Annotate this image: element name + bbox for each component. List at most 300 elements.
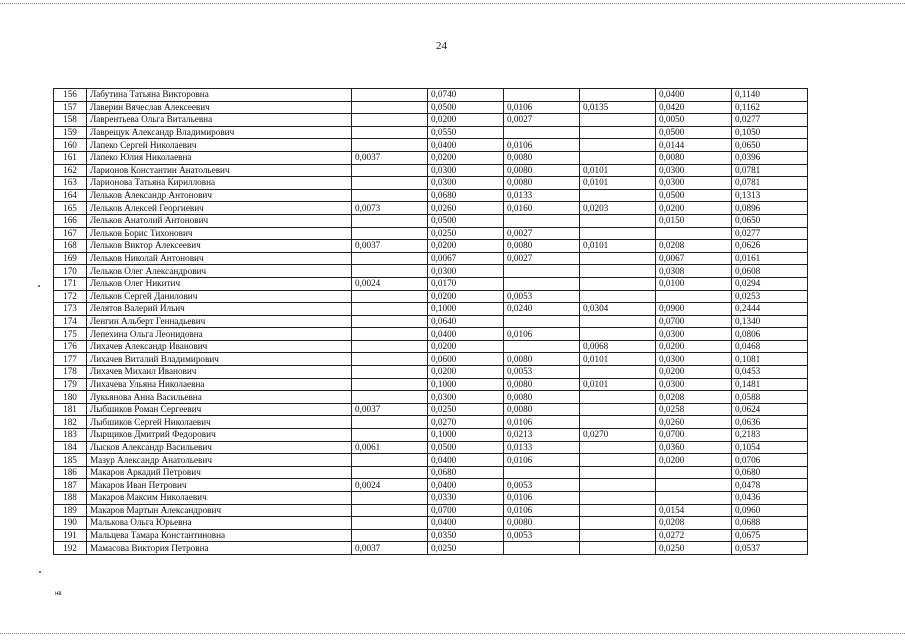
holder-name-cell: Макаров Максим Николаевич — [87, 492, 352, 505]
value-cell-3: 0,0080 — [504, 240, 580, 253]
value-cell-3: 0,0080 — [504, 378, 580, 391]
value-cell-5: 0,0900 — [656, 303, 732, 316]
row-number-cell: 171 — [54, 277, 87, 290]
value-cell-3: 0,0106 — [504, 504, 580, 517]
value-cell-4 — [580, 328, 656, 341]
row-number-cell: 159 — [54, 126, 87, 139]
holder-name-cell: Лельков Алексей Георгиевич — [87, 202, 352, 215]
value-cell-4: 0,0101 — [580, 378, 656, 391]
value-cell-5: 0,0308 — [656, 265, 732, 278]
row-number-cell: 169 — [54, 252, 87, 265]
value-cell-1 — [352, 139, 428, 152]
value-cell-2: 0,1000 — [428, 378, 504, 391]
value-cell-3 — [504, 466, 580, 479]
table-row — [54, 101, 808, 114]
total-cell: 0,0781 — [732, 164, 808, 177]
value-cell-3: 0,0080 — [504, 517, 580, 530]
value-cell-3: 0,0080 — [504, 391, 580, 404]
table-row — [54, 504, 808, 517]
value-cell-3: 0,0053 — [504, 529, 580, 542]
value-cell-1 — [352, 429, 428, 442]
value-cell-1: 0,0061 — [352, 441, 428, 454]
value-cell-5: 0,0200 — [656, 202, 732, 215]
value-cell-2: 0,0740 — [428, 89, 504, 102]
total-cell: 0,0688 — [732, 517, 808, 530]
table-row — [54, 252, 808, 265]
holder-name-cell: Лельков Борис Тихонович — [87, 227, 352, 240]
value-cell-1 — [352, 529, 428, 542]
value-cell-1 — [352, 517, 428, 530]
value-cell-3 — [504, 277, 580, 290]
value-cell-4 — [580, 391, 656, 404]
table-row — [54, 315, 808, 328]
total-cell: 0,0277 — [732, 114, 808, 127]
value-cell-5: 0,0208 — [656, 240, 732, 253]
value-cell-2: 0,0260 — [428, 202, 504, 215]
row-number-cell: 164 — [54, 189, 87, 202]
value-cell-5: 0,0700 — [656, 315, 732, 328]
table-row — [54, 353, 808, 366]
value-cell-5: 0,0258 — [656, 403, 732, 416]
holder-name-cell: Лаврещук Александр Владимирович — [87, 126, 352, 139]
total-cell: 0,1481 — [732, 378, 808, 391]
value-cell-5: 0,0208 — [656, 391, 732, 404]
value-cell-2: 0,0270 — [428, 416, 504, 429]
scan-speck — [38, 285, 40, 287]
value-cell-1 — [352, 466, 428, 479]
value-cell-5: 0,0154 — [656, 504, 732, 517]
value-cell-2: 0,0400 — [428, 454, 504, 467]
holder-name-cell: Мазур Александр Анатольевич — [87, 454, 352, 467]
value-cell-2: 0,0500 — [428, 441, 504, 454]
row-number-cell: 173 — [54, 303, 87, 316]
value-cell-2: 0,0300 — [428, 391, 504, 404]
value-cell-2: 0,0250 — [428, 542, 504, 555]
holder-name-cell: Лихачев Александр Иванович — [87, 340, 352, 353]
value-cell-1: 0,0037 — [352, 151, 428, 164]
value-cell-2: 0,0400 — [428, 479, 504, 492]
value-cell-4: 0,0101 — [580, 353, 656, 366]
value-cell-5 — [656, 479, 732, 492]
row-number-cell: 166 — [54, 214, 87, 227]
table-row — [54, 290, 808, 303]
value-cell-1 — [352, 214, 428, 227]
row-number-cell: 184 — [54, 441, 87, 454]
row-number-cell: 181 — [54, 403, 87, 416]
value-cell-1 — [352, 101, 428, 114]
value-cell-5: 0,0360 — [656, 441, 732, 454]
value-cell-5: 0,0272 — [656, 529, 732, 542]
total-cell: 0,0706 — [732, 454, 808, 467]
value-cell-1 — [352, 454, 428, 467]
value-cell-3: 0,0027 — [504, 227, 580, 240]
value-cell-5: 0,0300 — [656, 177, 732, 190]
holder-name-cell: Лихачева Ульяна Николаевна — [87, 378, 352, 391]
row-number-cell: 170 — [54, 265, 87, 278]
table-row — [54, 466, 808, 479]
value-cell-4: 0,0304 — [580, 303, 656, 316]
value-cell-3: 0,0080 — [504, 403, 580, 416]
holder-name-cell: Лельков Сергей Данилович — [87, 290, 352, 303]
holder-name-cell: Лельков Олег Александрович — [87, 265, 352, 278]
row-number-cell: 188 — [54, 492, 87, 505]
total-cell: 0,0650 — [732, 214, 808, 227]
value-cell-4 — [580, 265, 656, 278]
row-number-cell: 167 — [54, 227, 87, 240]
value-cell-4 — [580, 277, 656, 290]
value-cell-4 — [580, 189, 656, 202]
value-cell-1 — [352, 89, 428, 102]
value-cell-1 — [352, 265, 428, 278]
table-row — [54, 189, 808, 202]
value-cell-3: 0,0080 — [504, 353, 580, 366]
value-cell-3: 0,0106 — [504, 101, 580, 114]
total-cell: 0,1340 — [732, 315, 808, 328]
table-row — [54, 139, 808, 152]
value-cell-2: 0,0640 — [428, 315, 504, 328]
value-cell-5 — [656, 466, 732, 479]
row-number-cell: 178 — [54, 366, 87, 379]
holder-name-cell: Лельков Олег Никитич — [87, 277, 352, 290]
row-number-cell: 185 — [54, 454, 87, 467]
holder-name-cell: Лукьянова Анна Васильевна — [87, 391, 352, 404]
value-cell-5: 0,0300 — [656, 164, 732, 177]
total-cell: 0,0453 — [732, 366, 808, 379]
table-row — [54, 151, 808, 164]
table-row — [54, 429, 808, 442]
value-cell-1 — [352, 353, 428, 366]
holder-name-cell: Ленгин Альберт Геннадьевич — [87, 315, 352, 328]
holder-name-cell: Лыбшиков Роман Сергеевич — [87, 403, 352, 416]
holder-name-cell: Макаров Иван Петрович — [87, 479, 352, 492]
table-row — [54, 378, 808, 391]
table-row — [54, 403, 808, 416]
value-cell-5: 0,0144 — [656, 139, 732, 152]
row-number-cell: 160 — [54, 139, 87, 152]
total-cell: 0,0960 — [732, 504, 808, 517]
table-row — [54, 529, 808, 542]
total-cell: 0,0436 — [732, 492, 808, 505]
value-cell-3 — [504, 126, 580, 139]
value-cell-5: 0,0150 — [656, 214, 732, 227]
value-cell-1 — [352, 378, 428, 391]
value-cell-3: 0,0133 — [504, 189, 580, 202]
table-row — [54, 164, 808, 177]
holder-name-cell: Лыбшиков Сергей Николаевич — [87, 416, 352, 429]
value-cell-5: 0,0250 — [656, 542, 732, 555]
value-cell-4 — [580, 315, 656, 328]
value-cell-5: 0,0420 — [656, 101, 732, 114]
holder-name-cell: Лаверин Вячеслав Алексеевич — [87, 101, 352, 114]
value-cell-2: 0,0200 — [428, 114, 504, 127]
value-cell-3: 0,0027 — [504, 252, 580, 265]
value-cell-2: 0,0680 — [428, 466, 504, 479]
value-cell-1 — [352, 492, 428, 505]
total-cell: 0,1081 — [732, 353, 808, 366]
row-number-cell: 163 — [54, 177, 87, 190]
value-cell-4: 0,0270 — [580, 429, 656, 442]
total-cell: 0,0253 — [732, 290, 808, 303]
value-cell-3: 0,0106 — [504, 492, 580, 505]
total-cell: 0,0626 — [732, 240, 808, 253]
value-cell-1 — [352, 303, 428, 316]
table-row — [54, 340, 808, 353]
value-cell-1 — [352, 227, 428, 240]
total-cell: 0,0636 — [732, 416, 808, 429]
value-cell-2: 0,0330 — [428, 492, 504, 505]
table-body — [54, 89, 808, 555]
value-cell-2: 0,0200 — [428, 151, 504, 164]
value-cell-2: 0,0550 — [428, 126, 504, 139]
table-row — [54, 492, 808, 505]
total-cell: 0,0608 — [732, 265, 808, 278]
value-cell-4 — [580, 542, 656, 555]
holder-name-cell: Лапеко Сергей Николаевич — [87, 139, 352, 152]
value-cell-5: 0,0500 — [656, 189, 732, 202]
page-number: 24 — [436, 40, 447, 52]
value-cell-5: 0,0400 — [656, 89, 732, 102]
value-cell-4 — [580, 126, 656, 139]
value-cell-1 — [352, 315, 428, 328]
holder-name-cell: Лелятов Валерий Ильич — [87, 303, 352, 316]
table-row — [54, 303, 808, 316]
value-cell-4 — [580, 403, 656, 416]
holder-name-cell: Лапеко Юлия Николаевна — [87, 151, 352, 164]
total-cell: 0,2183 — [732, 429, 808, 442]
row-number-cell: 186 — [54, 466, 87, 479]
value-cell-2: 0,0200 — [428, 240, 504, 253]
value-cell-3: 0,0106 — [504, 454, 580, 467]
value-cell-5 — [656, 290, 732, 303]
holder-name-cell: Мальцева Тамара Константиновна — [87, 529, 352, 542]
value-cell-5: 0,0500 — [656, 126, 732, 139]
value-cell-2: 0,1000 — [428, 303, 504, 316]
total-cell: 0,1162 — [732, 101, 808, 114]
value-cell-4 — [580, 504, 656, 517]
row-number-cell: 174 — [54, 315, 87, 328]
value-cell-1: 0,0024 — [352, 479, 428, 492]
value-cell-3: 0,0160 — [504, 202, 580, 215]
value-cell-4 — [580, 529, 656, 542]
value-cell-1: 0,0037 — [352, 240, 428, 253]
table-row — [54, 441, 808, 454]
total-cell: 0,0277 — [732, 227, 808, 240]
table-row — [54, 89, 808, 102]
value-cell-4 — [580, 139, 656, 152]
row-number-cell: 177 — [54, 353, 87, 366]
value-cell-2: 0,0200 — [428, 340, 504, 353]
holder-name-cell: Лихачев Виталий Владимирович — [87, 353, 352, 366]
total-cell: 0,0624 — [732, 403, 808, 416]
total-cell: 0,2444 — [732, 303, 808, 316]
row-number-cell: 190 — [54, 517, 87, 530]
holder-name-cell: Лаврентьева Ольга Витальевна — [87, 114, 352, 127]
total-cell: 0,0781 — [732, 177, 808, 190]
value-cell-1 — [352, 340, 428, 353]
value-cell-2: 0,0400 — [428, 139, 504, 152]
value-cell-1 — [352, 126, 428, 139]
value-cell-1 — [352, 416, 428, 429]
value-cell-1 — [352, 114, 428, 127]
table-row — [54, 177, 808, 190]
value-cell-2: 0,0680 — [428, 189, 504, 202]
row-number-cell: 162 — [54, 164, 87, 177]
value-cell-3: 0,0053 — [504, 290, 580, 303]
value-cell-5: 0,0100 — [656, 277, 732, 290]
row-number-cell: 156 — [54, 89, 87, 102]
holder-name-cell: Лысков Александр Васильевич — [87, 441, 352, 454]
value-cell-2: 0,0700 — [428, 504, 504, 517]
total-cell: 0,0396 — [732, 151, 808, 164]
scan-top-edge — [0, 3, 905, 4]
holder-name-cell: Ларионов Константин Анатольевич — [87, 164, 352, 177]
value-cell-3: 0,0053 — [504, 366, 580, 379]
row-number-cell: 165 — [54, 202, 87, 215]
value-cell-4: 0,0203 — [580, 202, 656, 215]
value-cell-4 — [580, 151, 656, 164]
table-row — [54, 240, 808, 253]
holder-name-cell: Лабутина Татьяна Викторовна — [87, 89, 352, 102]
total-cell: 0,1054 — [732, 441, 808, 454]
value-cell-2: 0,0200 — [428, 290, 504, 303]
value-cell-3: 0,0240 — [504, 303, 580, 316]
value-cell-4 — [580, 517, 656, 530]
value-cell-3: 0,0027 — [504, 114, 580, 127]
value-cell-4 — [580, 89, 656, 102]
value-cell-3: 0,0053 — [504, 479, 580, 492]
value-cell-5: 0,0200 — [656, 454, 732, 467]
holder-name-cell: Макаров Аркадий Петрович — [87, 466, 352, 479]
holder-name-cell: Лельков Виктор Алексеевич — [87, 240, 352, 253]
value-cell-2: 0,0300 — [428, 164, 504, 177]
row-number-cell: 172 — [54, 290, 87, 303]
table-row — [54, 202, 808, 215]
row-number-cell: 192 — [54, 542, 87, 555]
value-cell-1 — [352, 164, 428, 177]
table-row — [54, 265, 808, 278]
value-cell-3: 0,0106 — [504, 416, 580, 429]
shareholder-table — [53, 88, 808, 555]
holder-name-cell: Лырщиков Дмитрий Федорович — [87, 429, 352, 442]
row-number-cell: 180 — [54, 391, 87, 404]
value-cell-4 — [580, 366, 656, 379]
value-cell-2: 0,0500 — [428, 214, 504, 227]
value-cell-4: 0,0101 — [580, 240, 656, 253]
table-row — [54, 391, 808, 404]
table-row — [54, 517, 808, 530]
value-cell-5: 0,0300 — [656, 378, 732, 391]
value-cell-2: 0,0600 — [428, 353, 504, 366]
value-cell-3 — [504, 89, 580, 102]
value-cell-2: 0,0300 — [428, 177, 504, 190]
value-cell-1: 0,0037 — [352, 542, 428, 555]
value-cell-3 — [504, 542, 580, 555]
value-cell-3: 0,0213 — [504, 429, 580, 442]
value-cell-4: 0,0101 — [580, 164, 656, 177]
value-cell-5 — [656, 227, 732, 240]
row-number-cell: 161 — [54, 151, 87, 164]
value-cell-5: 0,0067 — [656, 252, 732, 265]
value-cell-5: 0,0200 — [656, 340, 732, 353]
value-cell-2: 0,1000 — [428, 429, 504, 442]
value-cell-3 — [504, 214, 580, 227]
value-cell-2: 0,0250 — [428, 403, 504, 416]
total-cell: 0,0675 — [732, 529, 808, 542]
value-cell-4 — [580, 252, 656, 265]
value-cell-3: 0,0080 — [504, 164, 580, 177]
table-row — [54, 114, 808, 127]
row-number-cell: 187 — [54, 479, 87, 492]
holder-name-cell: Малькова Ольга Юрьевна — [87, 517, 352, 530]
table-row — [54, 416, 808, 429]
value-cell-2: 0,0250 — [428, 227, 504, 240]
value-cell-4 — [580, 214, 656, 227]
holder-name-cell: Лельков Александр Антонович — [87, 189, 352, 202]
table-row — [54, 366, 808, 379]
holder-name-cell: Мамасова Виктория Петровна — [87, 542, 352, 555]
value-cell-4 — [580, 454, 656, 467]
holder-name-cell: Ларионова Татьяна Кирилловна — [87, 177, 352, 190]
value-cell-3: 0,0133 — [504, 441, 580, 454]
holder-name-cell: Лельков Анатолий Антонович — [87, 214, 352, 227]
row-number-cell: 176 — [54, 340, 87, 353]
total-cell: 0,0294 — [732, 277, 808, 290]
row-number-cell: 158 — [54, 114, 87, 127]
value-cell-2: 0,0500 — [428, 101, 504, 114]
total-cell: 0,0680 — [732, 466, 808, 479]
value-cell-4: 0,0101 — [580, 177, 656, 190]
footer-initials: нв — [55, 591, 62, 597]
table-row — [54, 328, 808, 341]
value-cell-5: 0,0260 — [656, 416, 732, 429]
table-row — [54, 479, 808, 492]
total-cell: 0,1140 — [732, 89, 808, 102]
value-cell-2: 0,0400 — [428, 328, 504, 341]
value-cell-2: 0,0300 — [428, 265, 504, 278]
value-cell-4 — [580, 114, 656, 127]
value-cell-3: 0,0080 — [504, 177, 580, 190]
value-cell-1 — [352, 366, 428, 379]
table-row — [54, 227, 808, 240]
value-cell-3: 0,0106 — [504, 139, 580, 152]
value-cell-5: 0,0080 — [656, 151, 732, 164]
value-cell-1: 0,0024 — [352, 277, 428, 290]
holder-name-cell: Лепехина Ольга Леонидовна — [87, 328, 352, 341]
holder-name-cell: Лельков Николай Антонович — [87, 252, 352, 265]
total-cell: 0,0478 — [732, 479, 808, 492]
table-row — [54, 454, 808, 467]
value-cell-5: 0,0300 — [656, 328, 732, 341]
holder-name-cell: Макаров Мартын Александрович — [87, 504, 352, 517]
table-row — [54, 277, 808, 290]
value-cell-2: 0,0400 — [428, 517, 504, 530]
value-cell-5: 0,0200 — [656, 366, 732, 379]
total-cell: 0,0161 — [732, 252, 808, 265]
row-number-cell: 182 — [54, 416, 87, 429]
value-cell-5: 0,0208 — [656, 517, 732, 530]
total-cell: 0,0806 — [732, 328, 808, 341]
table-row — [54, 214, 808, 227]
value-cell-2: 0,0170 — [428, 277, 504, 290]
scan-bottom-edge — [0, 633, 905, 634]
value-cell-4 — [580, 466, 656, 479]
row-number-cell: 183 — [54, 429, 87, 442]
row-number-cell: 168 — [54, 240, 87, 253]
value-cell-1 — [352, 252, 428, 265]
row-number-cell: 157 — [54, 101, 87, 114]
value-cell-4 — [580, 290, 656, 303]
value-cell-5: 0,0300 — [656, 353, 732, 366]
